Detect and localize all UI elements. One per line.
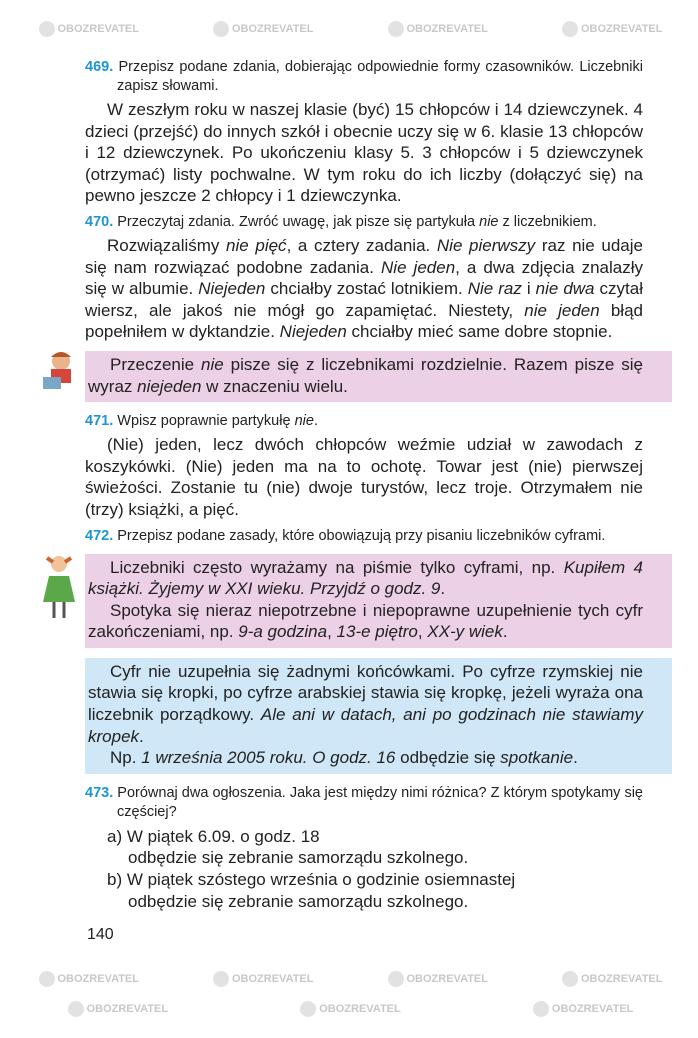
italic-text: Niejeden (198, 279, 266, 299)
page-content (0, 44, 698, 944)
italic-text: Niejeden (279, 322, 347, 342)
text-segment: , a cztery zadania. (286, 235, 437, 255)
watermark-band-bottom-2 (0, 994, 698, 1024)
italic-text: Nie raz (467, 279, 522, 299)
text-segment: raz nie udaje się nam rozwiązać podobne zadania. (85, 235, 643, 277)
italic-text: 9-a godzina (238, 622, 328, 642)
italic-text: 1 września 2005 roku. O godz. 16 (141, 748, 396, 768)
textbook-page (0, 14, 698, 1038)
rule-box-472 (85, 554, 672, 648)
exercise-number: 471. (85, 413, 114, 430)
watermark-logo-icon (388, 971, 404, 987)
exercise-470-text (85, 235, 643, 343)
text-segment: pisze się z liczebnikami rozdzielnie. Razem pisze się wyraz (88, 354, 643, 396)
watermark-logo-icon (300, 1001, 316, 1017)
text-segment: i (521, 279, 536, 299)
rule-text (88, 661, 643, 769)
paragraph (85, 99, 643, 207)
exercise-471-text (85, 434, 643, 520)
watermark (385, 971, 488, 987)
page-number: 140 (87, 926, 114, 944)
rule-box-digits (85, 658, 672, 774)
italic-text: nie (479, 213, 499, 230)
italic-text: nie dwa (535, 279, 595, 299)
italic-text: Kupiłem 4 książki. Żyjemy w XXI wieku. Przyjdź o godz. 9 (88, 557, 643, 599)
watermark-text: OBOZREVATEL (232, 973, 314, 986)
exercise-470-instruction (85, 213, 643, 232)
watermark-band-top (0, 14, 698, 44)
watermark-logo-icon (68, 1001, 84, 1017)
paragraph (88, 354, 643, 397)
watermark-text: OBOZREVATEL (406, 23, 488, 35)
italic-text: 13-e piętro (336, 622, 418, 642)
watermark (559, 21, 662, 37)
watermark (559, 971, 662, 987)
watermark (36, 971, 139, 987)
text-segment: Wpisz poprawnie partykułę (117, 413, 295, 430)
text-segment: . (502, 622, 508, 642)
paragraph (85, 235, 643, 343)
text-segment: Liczebniki często wyrażamy na piśmie tylko cyframi, np. (110, 557, 564, 577)
watermark-text: OBOZREVATEL (57, 23, 139, 35)
announcement-list (85, 826, 643, 912)
text-segment: z liczebnikiem. (498, 213, 597, 230)
paragraph (88, 661, 643, 747)
text-segment: Przeczytaj zdania. Zwróć uwagę, jak pisze się partykuła (117, 213, 480, 230)
text-segment: (Nie) jeden, lecz dwóch chłopców weźmie udział w zawodach z koszykówki. (Nie) jeden ma na to ochotę. Towar jest (nie) pierwszej świeżości. Zostanie tu (nie) dwoje turystów, lecz troje. Otrzymałem nie (trzy) książki, a pięć. (85, 435, 643, 519)
text-segment: Spotyka się nieraz niepotrzebne i niepoprawne uzupełnienie tych cyfr zakończeniami, np. (88, 600, 643, 642)
watermark-text: OBOZREVATEL (551, 1003, 634, 1016)
text-segment: czytał wiersz, ale jakoś nie mógł go zapamiętać. Niestety, (85, 279, 643, 320)
italic-text: Nie pierwszy (436, 235, 536, 255)
watermark-text: OBOZREVATEL (86, 1003, 169, 1016)
announcement-b-line1: b) W piątek szóstego września o godzinie osiemnastej (107, 870, 516, 890)
paragraph (85, 434, 643, 520)
text-segment: . (313, 413, 318, 430)
watermark-text: OBOZREVATEL (232, 23, 314, 35)
watermark (210, 21, 313, 37)
boy-illustration (39, 349, 81, 396)
italic-text: nie jeden (524, 300, 600, 320)
text-segment: chciałby zostać lotnikiem. (265, 279, 468, 299)
exercise-469-instruction: 469. Przepisz podane zdania, dobierając odpowiednie formy czasowników. Liczebniki zapisz słowami. (85, 59, 643, 94)
text-segment: Np. (110, 748, 142, 768)
watermark-band-bottom (0, 964, 698, 994)
text-segment: w znaczeniu wielu. (201, 376, 348, 396)
text-segment: odbędzie się (395, 748, 501, 768)
italic-text: Nie jeden (381, 257, 456, 277)
italic-text: XX-y wiek (427, 622, 503, 642)
watermark (530, 1001, 633, 1017)
watermark (36, 21, 139, 37)
italic-text: nie (294, 413, 314, 430)
text-segment: . (440, 579, 446, 599)
exercise-number: 470. (85, 213, 114, 230)
watermark-logo-icon (388, 21, 404, 37)
text-segment: W zeszłym roku w naszej klasie (być) 15 chłopców i 14 dziewczynek. 4 dzieci (przejść) do innych szkół i obecnie uczy się w 6. klasie 13 chłopców i 12 dziewczynek. Po ukończeniu klasy 5. 3 chłopców i 5 dziewczynek (otrzymać) listy pochwalne. W tym roku do ich liczby (dołączyć się) na pewno jeszcze 2 chłopcy i 1 dziewczynka. (85, 100, 643, 206)
announcement-a-line2: odbędzie się zebranie samorządu szkolnego. (128, 848, 469, 868)
announcement-b-line2: odbędzie się zebranie samorządu szkolnego. (128, 891, 469, 911)
announcement-a-line1: a) W piątek 6.09. o godz. 18 (107, 826, 320, 846)
rule-text (88, 354, 643, 397)
watermark (65, 1001, 168, 1017)
watermark-logo-icon (39, 21, 55, 37)
watermark (210, 971, 313, 987)
watermark-logo-icon (213, 21, 229, 37)
watermark-text: OBOZREVATEL (57, 973, 139, 986)
watermark (385, 21, 488, 37)
text-segment: błąd popełniłem w dyktandzie. (85, 300, 643, 342)
italic-text: nie pięć (226, 235, 287, 255)
exercise-469-text (85, 99, 643, 207)
italic-text: nie (201, 354, 224, 374)
italic-text: Ale ani w datach, ani po godzinach nie stawiamy kropek (88, 705, 643, 746)
watermark-logo-icon (533, 1001, 549, 1017)
exercise-471-instruction (85, 412, 643, 431)
text-segment: Cyfr nie uzupełnia się żadnymi końcówkami. Po cyfrze rzymskiej nie stawia się kropki, po cyfrze arabskiej stawia się kropkę, jeżeli wyraża ona liczebnik porządkowy. (88, 661, 643, 725)
watermark-text: OBOZREVATEL (581, 23, 663, 35)
rule-box-470 (85, 351, 672, 402)
text-segment: Rozwiązaliśmy (107, 235, 227, 255)
exercise-number: 469. (85, 59, 114, 75)
girl-illustration (39, 552, 79, 627)
exercise-473-instruction: 473. Porównaj dwa ogłoszenia. Jaka jest między nimi różnica? Z którym spotykamy się częściej? (85, 784, 643, 820)
italic-text: niejeden (137, 376, 202, 396)
paragraph (88, 747, 643, 769)
paragraph (88, 557, 643, 600)
watermark-logo-icon (39, 971, 55, 987)
watermark-logo-icon (562, 21, 578, 37)
text-segment: . (139, 726, 144, 746)
text-segment: Przeczenie (110, 354, 202, 374)
text-segment: , (417, 622, 428, 642)
text-segment: , a dwa zdjęcia znalazły się w albumie. (85, 257, 643, 299)
watermark-text: OBOZREVATEL (406, 973, 488, 986)
watermark (297, 1001, 400, 1017)
watermark-text: OBOZREVATEL (319, 1003, 401, 1016)
watermark-logo-icon (562, 971, 578, 987)
exercise-number: 473. (85, 784, 114, 801)
rule-text (88, 557, 643, 643)
text-segment: chciałby mieć same dobre stopnie. (346, 322, 613, 342)
italic-text: spotkanie (500, 748, 574, 768)
watermark-text: OBOZREVATEL (581, 973, 663, 986)
paragraph (88, 600, 643, 643)
text-segment: , (327, 622, 337, 642)
exercise-472-instruction: 472. Przepisz podane zasady, które obowiązują przy pisaniu liczebników cyframi. (85, 527, 606, 544)
watermark-logo-icon (213, 971, 229, 987)
exercise-number: 472. (85, 527, 114, 544)
text-segment: . (573, 748, 578, 768)
